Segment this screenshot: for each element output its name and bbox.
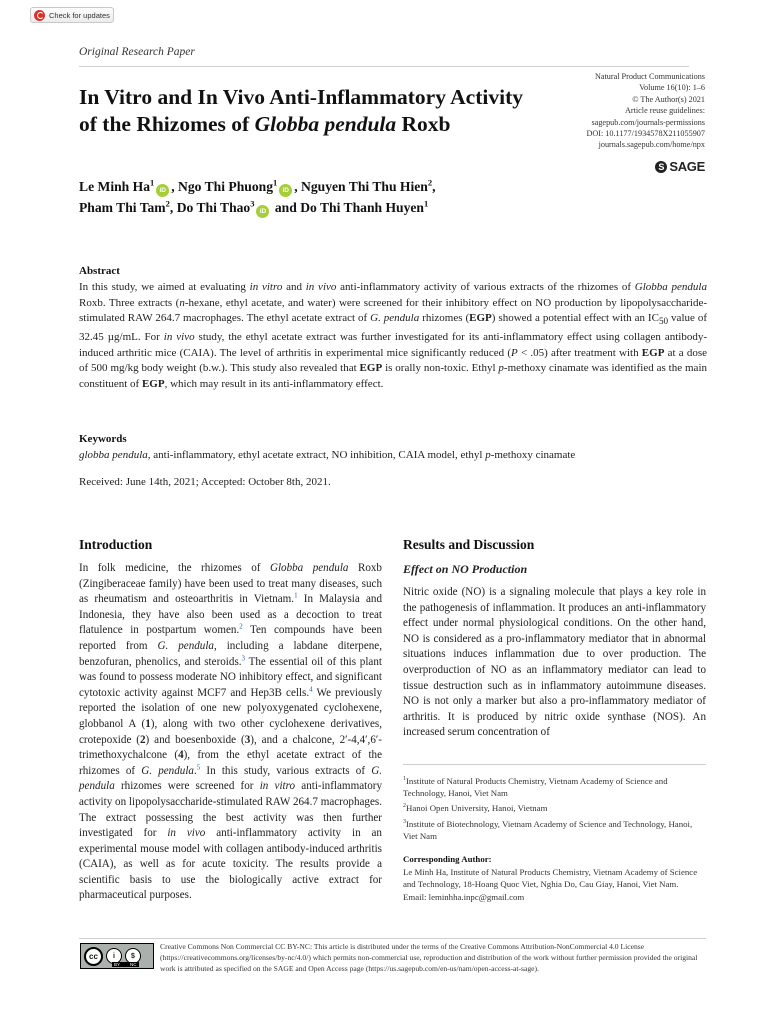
affiliation-item	[403, 775, 707, 799]
cc-icon: cc	[84, 947, 103, 966]
author-affiliation-marker: 2	[427, 177, 433, 188]
article-type: Original Research Paper	[79, 46, 195, 58]
journal-meta	[505, 71, 705, 151]
title-line-2-prefix: of the Rhizomes of	[79, 112, 255, 136]
license-statement: Creative Commons Non Commercial CC BY-NC: This article is distributed under the terms of the Creative Commons Attribution-NonCommercial 4.0 License (https://creativecommons.org/licenses/by-nc/4.0/) which permits non-commercial use, reproduction and distribution of the work without further permission provided the original work is attributed as specified on the SAGE and Open Access page (https://us.sagepub.com/en-us/nam/open-access-at-sage).	[160, 942, 698, 973]
affiliation-text: Institute of Natural Products Chemistry, Vietnam Academy of Science and Technology, Hanoi, Viet Nam	[403, 776, 668, 799]
author-affiliation-marker: 2	[165, 198, 170, 209]
affiliation-number: 2	[403, 803, 406, 810]
title-species: Globba pendula	[254, 112, 397, 136]
publisher-logo	[655, 159, 705, 174]
introduction-heading: Introduction	[79, 537, 153, 552]
author-list: Le Minh Ha$^1$iD , Ngo Thi Phuong$^1$iD , Nguyen Thi Thu Hien$^2$, Pham Thi Tam$^2$, Do Thi Thao$^3$iD and Do Thi Thanh Huyen$^1$	[79, 176, 579, 218]
cc-badge-labels	[112, 962, 139, 967]
footer-divider	[79, 938, 706, 939]
header-divider	[79, 66, 689, 67]
corresponding-author-address: Le Minh Ha, Institute of Natural Products Chemistry, Vietnam Academy of Science and Technology, 18-Hoang Quoc Viet, Nghia Do, Cau Giay, Hanoi, Viet Nam.	[403, 867, 698, 890]
author-name: Pham Thi Tam	[79, 200, 166, 215]
sage-logo-text: SAGE	[669, 159, 705, 174]
sage-mark-icon: S	[655, 161, 667, 173]
affiliation-text: Institute of Biotechnology, Vietnam Academy of Science and Technology, Hanoi, Viet Nam	[403, 818, 693, 841]
paper-title	[79, 84, 559, 138]
abstract-body: In this study, we aimed at evaluating in vitro and in vivo anti-inflammatory activity of various extracts of the rhizomes of Globba pendula Roxb. Three extracts (n-hexane, ethyl acetate, and water) were screened for their inhibitory effect on NO production by lipopolysaccharide-stimulated RAW 264.7 macrophages. The ethyl acetate extract of G. pendula rhizomes (EGP) showed a potential effect with an $IC_{50}$ value of 32.45 µg/mL. For in vivo study, the ethyl acetate extract was further investigated for its anti-inflammatory effect using collagen antibody-induced arthritic mice (CAIA). The level of arthritis in experimental mice significantly reduced (P < .05) after treatment with EGP at a dose of 500 mg/kg body weight (b.w.). This study also revealed that EGP is orally non-toxic. Ethyl p-methoxy cinamate was identified as the main constituent of EGP, which may result in its anti-inflammatory effect.	[79, 281, 708, 390]
author-affiliation-marker: 1	[150, 177, 155, 188]
check-for-updates-button[interactable]	[30, 7, 114, 23]
affiliation-number: 1	[403, 776, 406, 783]
author-affiliation-marker: 1	[273, 177, 278, 188]
journal-meta-line[interactable]: journals.sagepub.com/home/npx	[598, 140, 705, 150]
journal-meta-line[interactable]: DOI: 10.1177/1934578X211055907	[586, 129, 705, 139]
author-name: Ngo Thi Phuong	[178, 179, 273, 194]
results-heading: Results and Discussion	[403, 537, 535, 552]
attribution-icon: i	[106, 948, 122, 964]
cc-nc-label: NC	[130, 962, 137, 967]
author-affiliation-marker: 3	[250, 198, 255, 209]
journal-meta-line[interactable]: sagepub.com/journals-permissions	[591, 117, 705, 127]
corresponding-author-heading: Corresponding Author:	[403, 854, 492, 864]
non-commercial-icon: $	[125, 948, 141, 964]
journal-meta-line: Article reuse guidelines:	[624, 106, 705, 116]
journal-meta-line: © The Author(s) 2021	[632, 94, 705, 104]
check-updates-label: Check for updates	[49, 10, 110, 20]
affiliation-number: 3	[403, 818, 406, 825]
orcid-icon[interactable]: iD	[279, 184, 292, 197]
corresponding-author-email[interactable]: Email: leminhha.inpc@gmail.com	[403, 891, 525, 902]
journal-meta-line: Natural Product Communications	[594, 72, 705, 81]
affiliation-text: Hanoi Open University, Hanoi, Vietnam	[406, 803, 548, 814]
corresponding-author	[403, 853, 707, 903]
author-name: Le Minh Ha	[79, 179, 150, 194]
author-name: Nguyen Thi Thu Hien	[301, 179, 428, 194]
title-line-1: In Vitro and In Vivo Anti-Inflammatory Activity	[79, 85, 523, 109]
affiliations	[403, 775, 707, 845]
keywords-heading: Keywords	[79, 433, 127, 445]
affiliations-divider	[403, 764, 706, 765]
results-subheading: Effect on NO Production	[403, 562, 528, 576]
affiliation-item	[403, 802, 707, 814]
check-updates-icon	[34, 10, 45, 21]
author-affiliation-marker: 1	[424, 198, 429, 209]
affiliation-item	[403, 818, 707, 842]
orcid-icon[interactable]: iD	[156, 184, 169, 197]
cc-by-nc-badge[interactable]	[80, 943, 154, 969]
results-body: Nitric oxide (NO) is a signaling molecule that plays a key role in the pathogenesis of inflammation. It produces an anti-inflammatory effect under normal physiological conditions. On the other hand, NO is considered as a pro-inflammatory mediator that in abnormal situations induces inflammation due to over production. The overproduction of NO as an inflammatory mediator can lead to tissue destruction such as in inflammatory autoimmune diseases. NO is not only a marker but also a pro-inflammatory mediator of arthritis. It is produced by nitric oxide synthase (NOS). An increased serum concentration of	[403, 586, 706, 739]
title-line-2-suffix: Roxb	[396, 112, 451, 136]
keywords-list: globba pendula, anti-inflammatory, ethyl acetate extract, NO inhibition, CAIA model, ethyl p-methoxy cinamate	[79, 449, 576, 461]
abstract-heading: Abstract	[79, 265, 120, 277]
introduction-body: In folk medicine, the rhizomes of Globba pendula Roxb (Zingiberaceae family) have been used to treat many diseases, such as rheumatism and osteoarthritis in Vietnam.$^1$ In Malaysia and Indonesia, they have also been used as a decoction to treat flatulence in postpartum women.$^2$ Ten compounds have been reported from G. pendula, including a labdane diterpene, benzofuran, phenolics, and steroids.$^3$ The essential oil of this plant was found to possess moderate NO inhibitory effect, and significant cytotoxic activity against MCF7 and Hep3B cells.$^4$ We previously reported the isolation of one new polyoxygenated cyclohexene, globbanol A (1), along with two other cyclohexene derivatives, crotepoxide (2) and boesenboxide (3), and a chalcone, 2′-4,4′,6′-trimethoxychalcone (4), from the ethyl acetate extract of the rhizomes of G. pendula.$^5$ In this study, various extracts of G. pendula rhizomes were screened for in vitro anti-inflammatory activity on lipopolysaccharide-stimulated RAW 264.7 macrophages. The extract possessing the best activity was then further investigated for in vivo anti-inflammatory activity in an experimental mouse model with collagen antibody-induced arthritis (CAIA), as well as for acute toxicity. The results provide a scientific basis to use the biologically active extract for pharmaceutical purposes.	[79, 562, 382, 902]
orcid-icon[interactable]: iD	[256, 205, 269, 218]
author-name: Do Thi Thao	[176, 200, 251, 215]
author-name: Do Thi Thanh Huyen	[300, 200, 424, 215]
received-accepted-dates: Received: June 14th, 2021; Accepted: October 8th, 2021.	[79, 476, 331, 488]
cc-by-label: BY	[114, 962, 121, 967]
journal-meta-line: Volume 16(10): 1–6	[639, 83, 705, 93]
